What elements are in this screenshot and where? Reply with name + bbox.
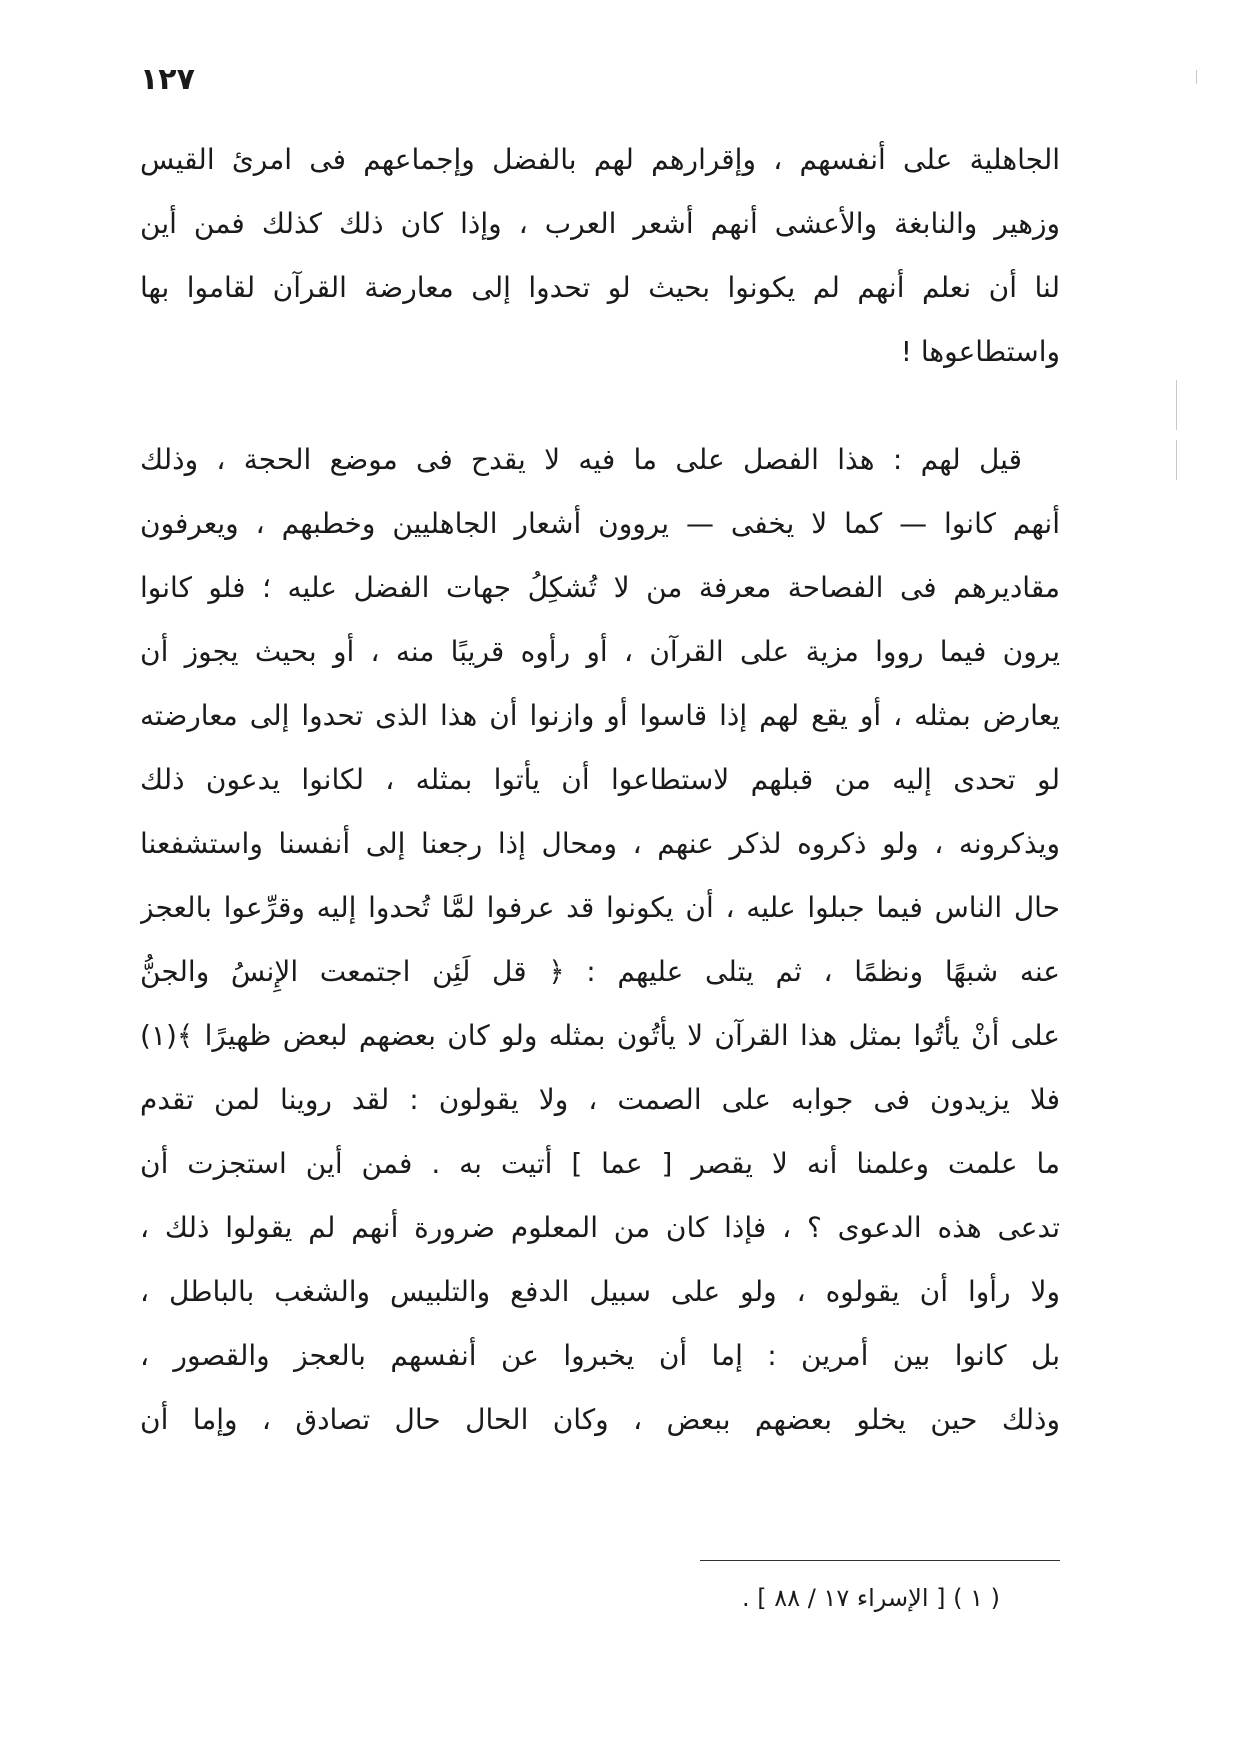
text-line: واستطاعوها ! (900, 335, 1060, 368)
text-line: لو تحدى إليه من قبلهم لاستطاعوا أن يأتوا بمثله ، لكانوا يدعون ذلك (140, 763, 1060, 796)
text-line: أنهم كانوا — كما لا يخفى — يروون أشعار الجاهليين وخطبهم ، ويعرفون (140, 507, 1060, 540)
text-line: وذلك حين يخلو بعضهم ببعض ، وكان الحال حال تصادق ، وإما أن (140, 1403, 1060, 1436)
scan-artifact (1176, 380, 1177, 430)
text-line: ويذكرونه ، ولو ذكروه لذكر عنهم ، ومحال إذا رجعنا إلى أنفسنا واستشفعنا (140, 827, 1060, 860)
text-line: حال الناس فيما جبلوا عليه ، أن يكونوا قد عرفوا لمَّا تُحدوا إليه وقرِّعوا بالعجز (140, 891, 1060, 924)
paragraph-2 (140, 428, 1060, 1452)
scan-artifact (1176, 440, 1177, 480)
text-line: وزهير والنابغة والأعشى أنهم أشعر العرب ، وإذا كان ذلك كذلك فمن أين (140, 207, 1060, 240)
text-line: ما علمت وعلمنا أنه لا يقصر [ عما ] أتيت به . فمن أين استجزت أن (140, 1147, 1060, 1180)
scan-artifact (1196, 70, 1197, 84)
text-line: قيل لهم : هذا الفصل على ما فيه لا يقدح فى موضع الحجة ، وذلك (140, 443, 1022, 476)
text-line: على أنْ يأتُوا بمثل هذا القرآن لا يأتُون بمثله ولو كان بعضهم لبعض ظهيرًا ﴾(١) (140, 1019, 1060, 1052)
text-line: تدعى هذه الدعوى ؟ ، فإذا كان من المعلوم ضرورة أنهم لم يقولوا ذلك ، (140, 1211, 1060, 1244)
text-line: يرون فيما رووا مزية على القرآن ، أو رأوه قريبًا منه ، أو بحيث يجوز أن (140, 635, 1060, 668)
text-line: مقاديرهم فى الفصاحة معرفة من لا تُشكِلُ جهات الفضل عليه ؛ فلو كانوا (140, 571, 1060, 604)
footnote: ( ١ ) [ الإسراء ١٧ / ٨٨ ] . (742, 1584, 1000, 1612)
text-line: الجاهلية على أنفسهم ، وإقرارهم لهم بالفضل وإجماعهم فى امرئ القيس (140, 143, 1060, 176)
paragraph-1 (140, 128, 1060, 384)
text-line: ولا رأوا أن يقولوه ، ولو على سبيل الدفع والتلبيس والشغب بالباطل ، (140, 1275, 1060, 1308)
text-line: يعارض بمثله ، أو يقع لهم إذا قاسوا أو وازنوا أن هذا الذى تحدوا إلى معارضته (140, 699, 1060, 732)
text-line: فلا يزيدون فى جوابه على الصمت ، ولا يقولون : لقد روينا لمن تقدم (140, 1083, 1060, 1116)
text-line: لنا أن نعلم أنهم لم يكونوا بحيث لو تحدوا إلى معارضة القرآن لقاموا بها (140, 271, 1060, 304)
page-number: ١٢٧ (140, 62, 195, 97)
text-line: بل كانوا بين أمرين : إما أن يخبروا عن أنفسهم بالعجز والقصور ، (140, 1339, 1060, 1372)
text-line: عنه شبهًا ونظمًا ، ثم يتلى عليهم : ﴿ قل لَئِن اجتمعت الإِنسُ والجنُّ (140, 955, 1060, 988)
footnote-divider (700, 1560, 1060, 1561)
